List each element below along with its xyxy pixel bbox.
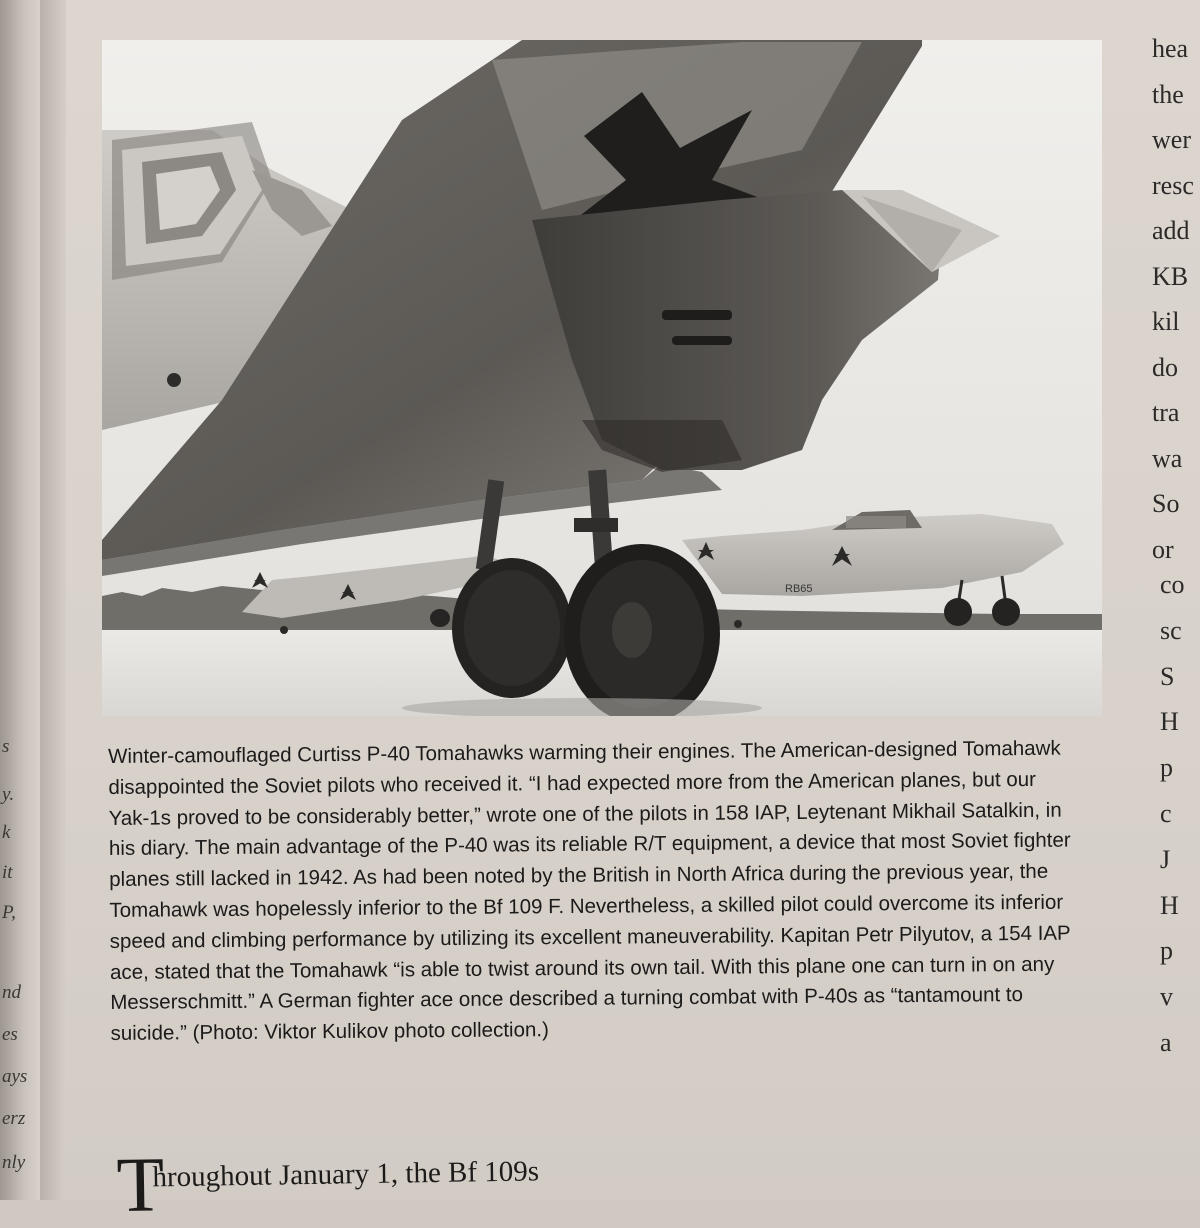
left-page-fragment: erz bbox=[2, 1108, 26, 1129]
drop-cap: T bbox=[115, 1140, 165, 1228]
left-page-edge bbox=[0, 0, 40, 1200]
plane-code-marking: RB65 bbox=[785, 583, 813, 595]
caption-line: disappointed the Soviet pilots who received it. “I had expected more from the American planes, but our bbox=[108, 767, 1037, 799]
right-column-fragment: p bbox=[1160, 753, 1173, 783]
right-column-fragment: a bbox=[1160, 1027, 1172, 1057]
right-column-fragment: kil bbox=[1152, 307, 1180, 336]
right-column-fragment: S bbox=[1160, 661, 1175, 691]
caption-line: Yak-1s proved to be considerably better,” wrote one of the pilots in 158 IAP, Leytenant Mikhail Satalkin, in bbox=[108, 798, 1062, 830]
right-column-fragment: the bbox=[1152, 79, 1184, 109]
photo-caption bbox=[108, 733, 1149, 1050]
body-first-line: hroughout January 1, the Bf 109s bbox=[152, 1155, 540, 1194]
aircraft-photo bbox=[102, 40, 1102, 716]
right-column-fragment: KB bbox=[1152, 261, 1189, 291]
caption-line: his diary. The main advantage of the P-40 was its reliable R/T equipment, a device that most Soviet fighter bbox=[108, 828, 1071, 861]
left-page-fragment: ays bbox=[2, 1066, 28, 1087]
right-column-fragment: do bbox=[1152, 352, 1178, 382]
right-column-fragment: sc bbox=[1160, 615, 1182, 645]
left-page-fragment: nly bbox=[2, 1152, 26, 1173]
caption-line: suicide.” (Photo: Viktor Kulikov photo collection.) bbox=[110, 1018, 549, 1046]
left-page-fragment: s bbox=[2, 736, 10, 757]
left-page-fragment: es bbox=[2, 1024, 18, 1045]
right-column-fragment: resc bbox=[1152, 170, 1194, 200]
right-column-fragment: c bbox=[1160, 798, 1172, 828]
body-text-start bbox=[115, 1137, 717, 1228]
right-column-fragment: tra bbox=[1152, 398, 1180, 427]
caption-line: Winter-camouflaged Curtiss P-40 Tomahawks warming their engines. The American-designed Tomahawk bbox=[108, 736, 1061, 768]
book-gutter bbox=[40, 0, 66, 1200]
right-column-fragment: co bbox=[1160, 570, 1185, 599]
left-page-fragment: nd bbox=[2, 982, 21, 1003]
left-page-fragment: y. bbox=[2, 784, 15, 805]
right-column-fragment: v bbox=[1160, 982, 1173, 1012]
caption-line: speed and climbing performance by utilizing its excellent maneuverability. Kapitan Petr Pilyutov, a 154 IAP bbox=[109, 921, 1071, 953]
caption-line: Tomahawk was hopelessly inferior to the Bf 109 F. Nevertheless, a skilled pilot could overcome its inferior bbox=[109, 890, 1064, 922]
right-column-fragment: H bbox=[1160, 707, 1179, 737]
caption-line: Messerschmitt.” A German fighter ace once described a turning combat with P-40s as “tantamount to bbox=[110, 983, 1024, 1015]
right-column-fragment: wa bbox=[1152, 443, 1183, 473]
right-column-fragment: So bbox=[1152, 489, 1180, 518]
right-column-fragment: hea bbox=[1152, 34, 1189, 63]
caption-line: planes still lacked in 1942. As had been noted by the British in North Africa during the previous year, the bbox=[109, 859, 1049, 892]
right-column-fragment: add bbox=[1152, 216, 1190, 245]
aircraft-photo-illustration bbox=[102, 40, 1102, 716]
left-page-fragment: P, bbox=[2, 902, 16, 923]
right-column-fragment: p bbox=[1160, 936, 1173, 966]
left-page-fragment: k bbox=[2, 822, 11, 843]
right-column-fragment: J bbox=[1160, 844, 1171, 874]
right-column-fragment: wer bbox=[1152, 125, 1191, 154]
right-column-fragments-lower bbox=[1160, 562, 1200, 1066]
right-column-fragment: H bbox=[1160, 890, 1179, 920]
left-page-fragment: it bbox=[2, 862, 13, 883]
right-column-fragment: or bbox=[1152, 534, 1174, 564]
right-column-fragments bbox=[1152, 26, 1200, 572]
caption-line: ace, stated that the Tomahawk “is able to twist around its own tail. With this plane one can turn in on any bbox=[109, 952, 1055, 984]
